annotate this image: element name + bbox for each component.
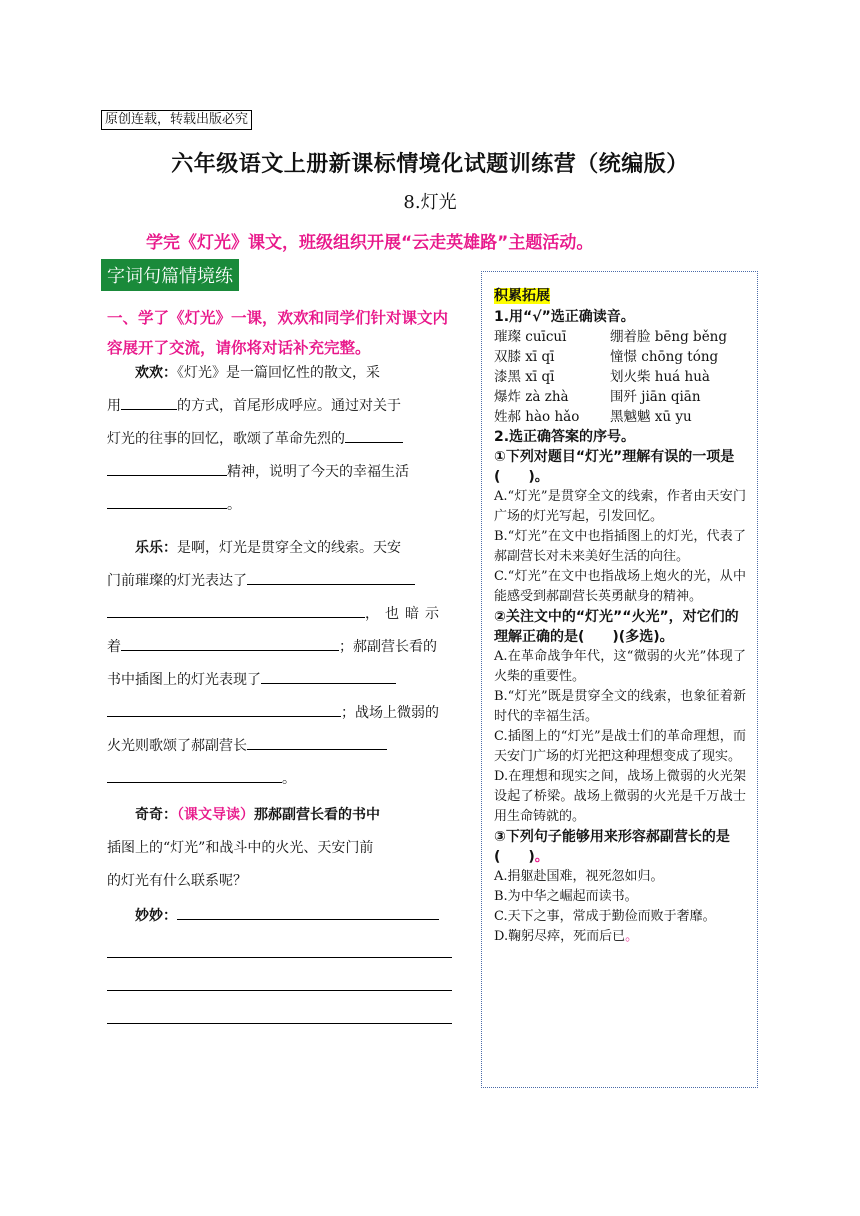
text-span: 书中插图上的灯光表现了 [107, 672, 261, 688]
text-span: 是啊，灯光是贯穿全文的线索。天安 [177, 540, 401, 556]
option-b[interactable]: B.“灯光”既是贯穿全文的线索，也象征着新时代的幸福生活。 [494, 689, 746, 724]
text-span: 用 [107, 398, 121, 414]
sub-question-3-text: ③下列句子能够用来形容郝副营长的是( ) [494, 829, 730, 865]
speaker-huanhuan: 欢欢： [135, 365, 177, 381]
answer-line[interactable] [107, 957, 452, 958]
dialog-lele [107, 532, 457, 796]
pinyin-item[interactable]: 绷着脸 bēng běng [610, 329, 728, 345]
text-line [107, 730, 457, 763]
pinyin-item[interactable]: 围歼 jiān qiān [610, 389, 701, 405]
text-line [107, 489, 457, 522]
text-span: 门前璀璨的灯光表达了 [107, 573, 247, 589]
option-d[interactable] [494, 927, 746, 947]
pinyin-item[interactable]: 姓郝 hào hǎo [494, 409, 580, 425]
answer-blank[interactable] [345, 424, 403, 443]
option-c[interactable]: C.“灯光”在文中也指战场上炮火的光，从中能感受到郝副营长英勇献身的精神。 [494, 569, 746, 604]
option-b[interactable]: B.“灯光”在文中也指插图上的灯光，代表了郝副营长对未来美好生活的向往。 [494, 529, 746, 564]
answer-blank[interactable] [107, 457, 227, 476]
text-line [107, 565, 457, 598]
answer-blank[interactable] [107, 490, 227, 509]
answer-blank[interactable] [247, 566, 415, 585]
sub-question-2: ②关注文中的“灯光”“火光”，对它们的理解正确的是( )(多选)。 [494, 609, 739, 645]
sub-question-1: ①下列对题目“灯光”理解有误的一项是( )。 [494, 449, 735, 485]
speaker-miaomiao: 妙妙： [135, 908, 177, 924]
pinyin-row [494, 347, 746, 367]
text-line [107, 697, 457, 730]
text-span: 精神，说明了今天的幸福生活 [227, 464, 409, 480]
accumulation-panel [481, 271, 758, 1088]
answer-blank[interactable] [247, 731, 387, 750]
answer-blank[interactable] [177, 901, 439, 920]
option-d-text: D.鞠躬尽瘁，死而后已 [494, 929, 626, 944]
text-line [107, 664, 457, 697]
text-span: 那郝副营长看的书中 [254, 807, 380, 823]
option-a[interactable]: A.“灯光”是贯穿全文的线索，作者由天安门广场的灯光写起，引发回忆。 [494, 489, 746, 524]
pink-mark: 。 [625, 929, 639, 944]
option-a[interactable]: A.在革命战争年代，这“微弱的火光”体现了火柴的重要性。 [494, 649, 746, 684]
pinyin-item[interactable]: 璀璨 cuīcuī [494, 329, 567, 345]
text-span: ，也暗示 [365, 606, 445, 622]
page-title: 六年级语文上册新课标情境化试题训练营（统编版） [171, 152, 689, 177]
pinyin-item[interactable]: 双膝 xī qī [494, 349, 555, 365]
speaker-qiqi: 奇奇： [135, 807, 177, 823]
answer-blank[interactable] [121, 632, 339, 651]
answer-blank[interactable] [107, 599, 365, 618]
text-span: 着 [107, 639, 121, 655]
option-b[interactable]: B.为中华之崛起而读书。 [494, 889, 638, 904]
sub-question-3 [494, 827, 746, 867]
panel-q2-title: 2.选正确答案的序号。 [494, 429, 636, 445]
pinyin-item[interactable]: 爆炸 zà zhà [494, 389, 569, 405]
text-line [107, 357, 457, 390]
pinyin-item[interactable]: 漆黑 xī qī [494, 369, 555, 385]
answer-line[interactable] [107, 990, 452, 991]
pink-mark: 。 [534, 849, 549, 865]
option-a[interactable]: A.捐躯赴国难，视死忽如归。 [494, 869, 664, 884]
pinyin-row [494, 327, 746, 347]
answer-blank[interactable] [121, 391, 177, 410]
text-line [107, 598, 457, 631]
text-line [107, 799, 457, 832]
dialog-qiqi [107, 799, 457, 898]
option-d[interactable]: D.在理想和现实之间，战场上微弱的火光架设起了桥梁。战场上微弱的火光是千万战士用生命铸就的。 [494, 769, 746, 824]
dialog-huanhuan [107, 357, 457, 522]
answer-blank[interactable] [107, 698, 341, 717]
text-span: 火光则歌颂了郝副营长 [107, 738, 247, 754]
text-line [107, 763, 457, 796]
text-span: ；战场上微弱的 [341, 705, 439, 721]
section-badge: 字词句篇情境练 [101, 259, 239, 291]
panel-content [494, 284, 746, 947]
text-line [107, 832, 457, 865]
copyright-stamp: 原创连载，转载出版必究 [101, 110, 252, 130]
guide-label: （课文导读） [177, 807, 254, 823]
text-line [107, 532, 457, 565]
lesson-title: 8.灯光 [403, 192, 457, 213]
pinyin-item[interactable]: 黑魆魆 xū yu [610, 409, 692, 425]
answer-blank[interactable] [261, 665, 396, 684]
panel-tag: 积累拓展 [494, 288, 550, 304]
text-span: 。 [227, 497, 241, 513]
text-span: ；郝副营长看的 [339, 639, 437, 655]
dialog-miaomiao [107, 900, 457, 933]
pinyin-row [494, 367, 746, 387]
speaker-lele: 乐乐： [135, 540, 177, 556]
option-c[interactable]: C.天下之事，常成于勤俭而败于奢靡。 [494, 909, 716, 924]
text-line [107, 900, 457, 933]
pinyin-row [494, 407, 746, 427]
text-line [107, 865, 457, 898]
text-span: 。 [282, 771, 296, 787]
answer-blank[interactable] [107, 764, 282, 783]
text-span: 插图上的“灯光”和战斗中的火光、天安门前 [107, 840, 374, 856]
text-span: 《灯光》是一篇回忆性的散文，采 [177, 365, 380, 381]
option-c[interactable]: C.插图上的“灯光”是战士们的革命理想，而天安门广场的灯光把这种理想变成了现实。 [494, 729, 746, 764]
panel-q1-title: 1.用“√”选正确读音。 [494, 309, 635, 325]
text-span: 灯光的往事的回忆，歌颂了革命先烈的 [107, 431, 345, 447]
text-line [107, 456, 457, 489]
text-line [107, 631, 457, 664]
pinyin-item[interactable]: 划火柴 huá huà [610, 369, 710, 385]
text-line [107, 423, 457, 456]
text-span: 的方式，首尾形成呼应。通过对关于 [177, 398, 401, 414]
intro-line: 学完《灯光》课文，班级组织开展“云走英雄路”主题活动。 [146, 233, 594, 253]
pinyin-item[interactable]: 憧憬 chōng tóng [610, 349, 719, 365]
text-span: 的灯光有什么联系呢？ [107, 873, 247, 889]
pinyin-row [494, 387, 746, 407]
question-one: 一、学了《灯光》一课，欢欢和同学们针对课文内容展开了交流，请你将对话补充完整。 [107, 309, 449, 357]
text-line [107, 390, 457, 423]
answer-line[interactable] [107, 1023, 452, 1024]
